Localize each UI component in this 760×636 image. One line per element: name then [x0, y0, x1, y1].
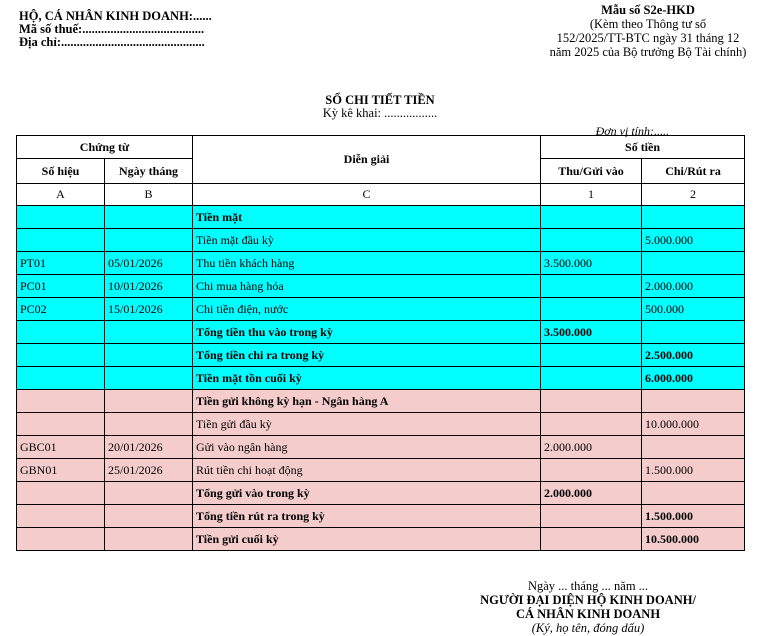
signature-note: (Ký, họ tên, đóng dấu) [531, 621, 645, 635]
amount-in-cell [541, 505, 642, 528]
table-row [17, 390, 745, 413]
description-cell: Tiền gửi đầu kỳ [193, 413, 541, 436]
amount-out-cell: 5.000.000 [642, 229, 745, 252]
amount-in-cell [541, 298, 642, 321]
amount-out-cell [642, 390, 745, 413]
table-row [17, 206, 745, 229]
amount-out-cell [642, 206, 745, 229]
amount-out-cell: 2.500.000 [642, 344, 745, 367]
voucher-date-header: Ngày tháng [105, 159, 193, 184]
table-row [17, 482, 745, 505]
amount-in-cell: 2.000.000 [541, 436, 642, 459]
amount-in-cell [541, 275, 642, 298]
amount-out-cell: 1.500.000 [642, 505, 745, 528]
column-code: 2 [642, 184, 745, 206]
table-row [17, 229, 745, 252]
amount-in-cell [541, 459, 642, 482]
description-cell: Gửi vào ngân hàng [193, 436, 541, 459]
table-row [17, 344, 745, 367]
voucher-number-cell: PC02 [17, 298, 105, 321]
voucher-date-cell [105, 528, 193, 551]
business-name-line: HỘ, CÁ NHÂN KINH DOANH:...... [19, 9, 212, 23]
voucher-number-cell [17, 413, 105, 436]
voucher-date-cell [105, 413, 193, 436]
table-row [17, 321, 745, 344]
amount-in-cell: 3.500.000 [541, 321, 642, 344]
table-row [17, 528, 745, 551]
voucher-number-cell [17, 206, 105, 229]
description-cell: Tổng gửi vào trong kỳ [193, 482, 541, 505]
amount-in-cell [541, 206, 642, 229]
voucher-date-cell [105, 367, 193, 390]
voucher-date-cell: 10/01/2026 [105, 275, 193, 298]
amount-in-cell [541, 367, 642, 390]
description-header: Diễn giải [193, 136, 541, 184]
amount-in-cell [541, 528, 642, 551]
table-row [17, 436, 745, 459]
unit-of-measure: Đơn vị tính:..... [595, 124, 669, 138]
amount-in-cell: 3.500.000 [541, 252, 642, 275]
voucher-number-cell: PC01 [17, 275, 105, 298]
amount-out-cell: 10.500.000 [642, 528, 745, 551]
description-cell: Rút tiền chi hoạt động [193, 459, 541, 482]
amount-out-header: Chi/Rút ra [642, 159, 745, 184]
description-cell: Chi tiền điện, nước [193, 298, 541, 321]
table-row [17, 459, 745, 482]
voucher-number-cell: PT01 [17, 252, 105, 275]
voucher-number-cell [17, 505, 105, 528]
amount-out-cell: 2.000.000 [642, 275, 745, 298]
voucher-header: Chứng từ [17, 136, 193, 159]
form-number: Mẫu số S2e-HKD [601, 3, 695, 17]
amount-out-cell [642, 436, 745, 459]
table-row [17, 367, 745, 390]
amount-in-cell [541, 344, 642, 367]
amount-out-cell [642, 252, 745, 275]
voucher-date-cell [105, 321, 193, 344]
amount-in-header: Thu/Gửi vào [541, 159, 642, 184]
table-row [17, 275, 745, 298]
amount-out-cell [642, 482, 745, 505]
voucher-date-cell [105, 505, 193, 528]
signature-date: Ngày ... tháng ... năm ... [527, 579, 649, 593]
voucher-number-cell [17, 344, 105, 367]
business-header [19, 10, 212, 49]
form-reference [540, 3, 756, 59]
voucher-date-cell [105, 206, 193, 229]
reporting-period: Kỳ kê khai: ................. [322, 106, 438, 120]
voucher-number-cell [17, 528, 105, 551]
description-cell: Thu tiền khách hàng [193, 252, 541, 275]
circular-line-2: 152/2025/TT-BTC ngày 31 tháng 12 [556, 31, 740, 45]
table-row [17, 298, 745, 321]
signer-title-line-2: CÁ NHÂN KINH DOANH [515, 607, 661, 621]
column-code: C [193, 184, 541, 206]
voucher-date-cell: 15/01/2026 [105, 298, 193, 321]
amount-out-cell: 6.000.000 [642, 367, 745, 390]
amount-out-cell [642, 321, 745, 344]
amount-in-cell [541, 390, 642, 413]
table-row [17, 505, 745, 528]
voucher-date-cell [105, 390, 193, 413]
amount-header: Số tiền [541, 136, 745, 159]
description-cell: Tổng tiền rút ra trong kỳ [193, 505, 541, 528]
table-row [17, 252, 745, 275]
voucher-date-cell [105, 344, 193, 367]
page-title: SỔ CHI TIẾT TIỀN [325, 93, 435, 107]
column-code: B [105, 184, 193, 206]
amount-out-cell: 10.000.000 [642, 413, 745, 436]
circular-line-1: (Kèm theo Thông tư số [589, 17, 707, 31]
voucher-date-cell: 20/01/2026 [105, 436, 193, 459]
voucher-number-header: Số hiệu [17, 159, 105, 184]
voucher-number-cell [17, 482, 105, 505]
tax-code-line: Mã số thuế:....................................... [19, 22, 205, 36]
description-cell: Chi mua hàng hóa [193, 275, 541, 298]
amount-out-cell: 500.000 [642, 298, 745, 321]
amount-out-cell: 1.500.000 [642, 459, 745, 482]
description-cell: Tiền mặt tồn cuối kỳ [193, 367, 541, 390]
cash-ledger-table [16, 135, 745, 551]
amount-in-cell [541, 413, 642, 436]
circular-line-3: năm 2025 của Bộ trưởng Bộ Tài chính) [549, 45, 747, 59]
voucher-number-cell [17, 229, 105, 252]
voucher-date-cell [105, 229, 193, 252]
voucher-number-cell [17, 321, 105, 344]
column-code: A [17, 184, 105, 206]
amount-in-cell: 2.000.000 [541, 482, 642, 505]
column-code: 1 [541, 184, 642, 206]
description-cell: Tiền gửi cuối kỳ [193, 528, 541, 551]
signer-title-line-1: NGƯỜI ĐẠI DIỆN HỘ KINH DOANH/ [480, 593, 696, 607]
description-cell: Tiền gửi không kỳ hạn - Ngân hàng A [193, 390, 541, 413]
description-cell: Tổng tiền chi ra trong kỳ [193, 344, 541, 367]
ledger-body [17, 206, 745, 551]
table-row [17, 413, 745, 436]
voucher-number-cell [17, 390, 105, 413]
voucher-number-cell: GBC01 [17, 436, 105, 459]
voucher-date-cell: 25/01/2026 [105, 459, 193, 482]
description-cell: Tổng tiền thu vào trong kỳ [193, 321, 541, 344]
voucher-number-cell [17, 367, 105, 390]
voucher-date-cell [105, 482, 193, 505]
description-cell: Tiền mặt đầu kỳ [193, 229, 541, 252]
voucher-date-cell: 05/01/2026 [105, 252, 193, 275]
amount-in-cell [541, 229, 642, 252]
description-cell: Tiền mặt [193, 206, 541, 229]
address-line: Địa chỉ:.............................................. [19, 35, 205, 49]
voucher-number-cell: GBN01 [17, 459, 105, 482]
